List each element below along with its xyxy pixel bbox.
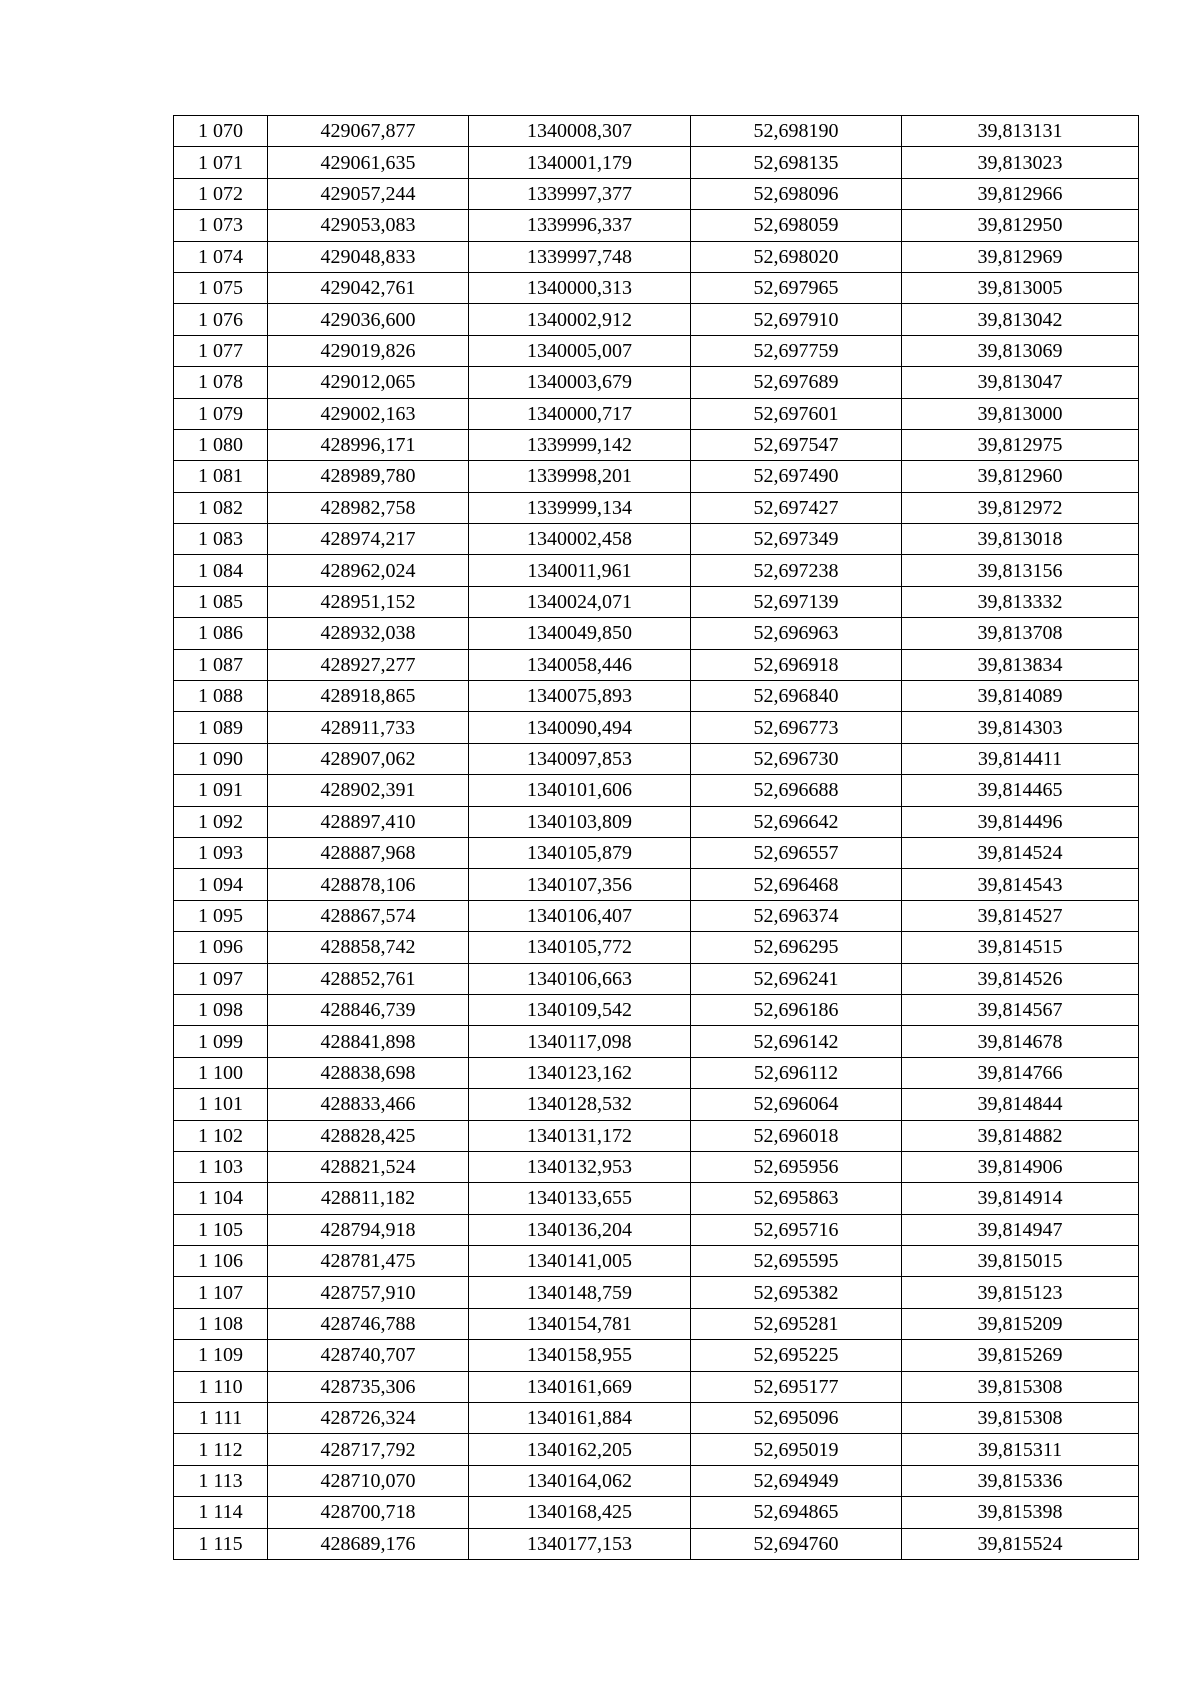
x-coordinate-cell: 429061,635 [268,147,469,178]
x-coordinate-cell: 428841,898 [268,1026,469,1057]
point-number-cell: 1 112 [174,1434,268,1465]
point-number-cell: 1 072 [174,178,268,209]
latitude-cell: 52,694865 [691,1497,902,1528]
latitude-cell: 52,698190 [691,116,902,147]
y-coordinate-cell: 1340117,098 [469,1026,691,1057]
longitude-cell: 39,814303 [902,712,1139,743]
latitude-cell: 52,696018 [691,1120,902,1151]
longitude-cell: 39,815123 [902,1277,1139,1308]
latitude-cell: 52,695281 [691,1308,902,1339]
point-number-cell: 1 088 [174,681,268,712]
longitude-cell: 39,815336 [902,1465,1139,1496]
point-number-cell: 1 085 [174,586,268,617]
table-row [174,304,1139,335]
point-number-cell: 1 086 [174,618,268,649]
table-row [174,367,1139,398]
point-number-cell: 1 097 [174,963,268,994]
x-coordinate-cell: 428932,038 [268,618,469,649]
table-row [174,461,1139,492]
coordinates-table-body [174,116,1139,1560]
point-number-cell: 1 080 [174,429,268,460]
longitude-cell: 39,815209 [902,1308,1139,1339]
longitude-cell: 39,815308 [902,1371,1139,1402]
table-row [174,524,1139,555]
y-coordinate-cell: 1340168,425 [469,1497,691,1528]
x-coordinate-cell: 428907,062 [268,743,469,774]
longitude-cell: 39,812975 [902,429,1139,460]
latitude-cell: 52,696186 [691,994,902,1025]
x-coordinate-cell: 428833,466 [268,1089,469,1120]
latitude-cell: 52,697139 [691,586,902,617]
table-row [174,806,1139,837]
point-number-cell: 1 092 [174,806,268,837]
x-coordinate-cell: 429012,065 [268,367,469,398]
table-row [174,1497,1139,1528]
point-number-cell: 1 093 [174,837,268,868]
latitude-cell: 52,697349 [691,524,902,555]
latitude-cell: 52,696963 [691,618,902,649]
x-coordinate-cell: 428726,324 [268,1403,469,1434]
x-coordinate-cell: 428927,277 [268,649,469,680]
latitude-cell: 52,697689 [691,367,902,398]
table-row [174,1151,1139,1182]
y-coordinate-cell: 1340105,879 [469,837,691,868]
point-number-cell: 1 098 [174,994,268,1025]
y-coordinate-cell: 1340132,953 [469,1151,691,1182]
table-row [174,586,1139,617]
x-coordinate-cell: 428838,698 [268,1057,469,1088]
y-coordinate-cell: 1340002,458 [469,524,691,555]
y-coordinate-cell: 1340136,204 [469,1214,691,1245]
latitude-cell: 52,696468 [691,869,902,900]
y-coordinate-cell: 1340148,759 [469,1277,691,1308]
x-coordinate-cell: 428846,739 [268,994,469,1025]
longitude-cell: 39,814678 [902,1026,1139,1057]
x-coordinate-cell: 428951,152 [268,586,469,617]
latitude-cell: 52,697490 [691,461,902,492]
longitude-cell: 39,813708 [902,618,1139,649]
table-row [174,398,1139,429]
point-number-cell: 1 075 [174,272,268,303]
y-coordinate-cell: 1340058,446 [469,649,691,680]
latitude-cell: 52,695096 [691,1403,902,1434]
y-coordinate-cell: 1340005,007 [469,335,691,366]
latitude-cell: 52,697910 [691,304,902,335]
longitude-cell: 39,812950 [902,210,1139,241]
point-number-cell: 1 111 [174,1403,268,1434]
x-coordinate-cell: 428781,475 [268,1246,469,1277]
latitude-cell: 52,695382 [691,1277,902,1308]
table-row [174,1434,1139,1465]
point-number-cell: 1 096 [174,932,268,963]
longitude-cell: 39,815311 [902,1434,1139,1465]
y-coordinate-cell: 1340107,356 [469,869,691,900]
longitude-cell: 39,815398 [902,1497,1139,1528]
longitude-cell: 39,814465 [902,775,1139,806]
y-coordinate-cell: 1340158,955 [469,1340,691,1371]
y-coordinate-cell: 1340097,853 [469,743,691,774]
x-coordinate-cell: 428852,761 [268,963,469,994]
longitude-cell: 39,815015 [902,1246,1139,1277]
y-coordinate-cell: 1340103,809 [469,806,691,837]
point-number-cell: 1 110 [174,1371,268,1402]
table-row [174,429,1139,460]
point-number-cell: 1 070 [174,116,268,147]
y-coordinate-cell: 1339997,377 [469,178,691,209]
x-coordinate-cell: 428897,410 [268,806,469,837]
latitude-cell: 52,696241 [691,963,902,994]
x-coordinate-cell: 428735,306 [268,1371,469,1402]
point-number-cell: 1 083 [174,524,268,555]
longitude-cell: 39,814882 [902,1120,1139,1151]
table-row [174,1528,1139,1559]
table-row [174,272,1139,303]
x-coordinate-cell: 428918,865 [268,681,469,712]
y-coordinate-cell: 1340109,542 [469,994,691,1025]
point-number-cell: 1 115 [174,1528,268,1559]
y-coordinate-cell: 1340106,663 [469,963,691,994]
y-coordinate-cell: 1340141,005 [469,1246,691,1277]
longitude-cell: 39,813042 [902,304,1139,335]
y-coordinate-cell: 1340164,062 [469,1465,691,1496]
table-row [174,1246,1139,1277]
longitude-cell: 39,813332 [902,586,1139,617]
y-coordinate-cell: 1340162,205 [469,1434,691,1465]
y-coordinate-cell: 1340128,532 [469,1089,691,1120]
point-number-cell: 1 077 [174,335,268,366]
x-coordinate-cell: 429019,826 [268,335,469,366]
latitude-cell: 52,696142 [691,1026,902,1057]
latitude-cell: 52,694949 [691,1465,902,1496]
latitude-cell: 52,697238 [691,555,902,586]
x-coordinate-cell: 428811,182 [268,1183,469,1214]
longitude-cell: 39,814527 [902,900,1139,931]
y-coordinate-cell: 1340154,781 [469,1308,691,1339]
latitude-cell: 52,696374 [691,900,902,931]
longitude-cell: 39,814914 [902,1183,1139,1214]
table-row [174,116,1139,147]
point-number-cell: 1 076 [174,304,268,335]
x-coordinate-cell: 428710,070 [268,1465,469,1496]
x-coordinate-cell: 429067,877 [268,116,469,147]
longitude-cell: 39,813047 [902,367,1139,398]
point-number-cell: 1 091 [174,775,268,806]
y-coordinate-cell: 1340000,313 [469,272,691,303]
y-coordinate-cell: 1339999,142 [469,429,691,460]
table-row [174,555,1139,586]
point-number-cell: 1 095 [174,900,268,931]
point-number-cell: 1 099 [174,1026,268,1057]
longitude-cell: 39,814089 [902,681,1139,712]
x-coordinate-cell: 428740,707 [268,1340,469,1371]
longitude-cell: 39,814567 [902,994,1139,1025]
y-coordinate-cell: 1340002,912 [469,304,691,335]
x-coordinate-cell: 428887,968 [268,837,469,868]
longitude-cell: 39,815524 [902,1528,1139,1559]
table-row [174,1308,1139,1339]
table-row [174,900,1139,931]
table-row [174,994,1139,1025]
x-coordinate-cell: 428746,788 [268,1308,469,1339]
x-coordinate-cell: 428974,217 [268,524,469,555]
y-coordinate-cell: 1339999,134 [469,492,691,523]
table-row [174,743,1139,774]
point-number-cell: 1 101 [174,1089,268,1120]
point-number-cell: 1 081 [174,461,268,492]
x-coordinate-cell: 429036,600 [268,304,469,335]
point-number-cell: 1 094 [174,869,268,900]
x-coordinate-cell: 429042,761 [268,272,469,303]
x-coordinate-cell: 428821,524 [268,1151,469,1182]
y-coordinate-cell: 1340106,407 [469,900,691,931]
y-coordinate-cell: 1340161,669 [469,1371,691,1402]
point-number-cell: 1 109 [174,1340,268,1371]
table-row [174,869,1139,900]
point-number-cell: 1 100 [174,1057,268,1088]
point-number-cell: 1 074 [174,241,268,272]
table-row [174,178,1139,209]
y-coordinate-cell: 1340133,655 [469,1183,691,1214]
table-row [174,1120,1139,1151]
latitude-cell: 52,697759 [691,335,902,366]
longitude-cell: 39,813834 [902,649,1139,680]
table-row [174,241,1139,272]
x-coordinate-cell: 428828,425 [268,1120,469,1151]
table-row [174,1089,1139,1120]
latitude-cell: 52,696064 [691,1089,902,1120]
x-coordinate-cell: 428878,106 [268,869,469,900]
table-row [174,1371,1139,1402]
point-number-cell: 1 078 [174,367,268,398]
point-number-cell: 1 104 [174,1183,268,1214]
y-coordinate-cell: 1340024,071 [469,586,691,617]
table-row [174,210,1139,241]
latitude-cell: 52,696730 [691,743,902,774]
latitude-cell: 52,695956 [691,1151,902,1182]
table-row [174,1026,1139,1057]
latitude-cell: 52,696918 [691,649,902,680]
longitude-cell: 39,814515 [902,932,1139,963]
table-row [174,681,1139,712]
latitude-cell: 52,698135 [691,147,902,178]
x-coordinate-cell: 428989,780 [268,461,469,492]
table-row [174,649,1139,680]
point-number-cell: 1 108 [174,1308,268,1339]
x-coordinate-cell: 428962,024 [268,555,469,586]
longitude-cell: 39,814543 [902,869,1139,900]
latitude-cell: 52,698020 [691,241,902,272]
latitude-cell: 52,696688 [691,775,902,806]
latitude-cell: 52,697547 [691,429,902,460]
table-row [174,837,1139,868]
x-coordinate-cell: 428794,918 [268,1214,469,1245]
longitude-cell: 39,813018 [902,524,1139,555]
longitude-cell: 39,813023 [902,147,1139,178]
latitude-cell: 52,696295 [691,932,902,963]
y-coordinate-cell: 1340001,179 [469,147,691,178]
x-coordinate-cell: 428867,574 [268,900,469,931]
longitude-cell: 39,812969 [902,241,1139,272]
latitude-cell: 52,697601 [691,398,902,429]
point-number-cell: 1 107 [174,1277,268,1308]
y-coordinate-cell: 1340105,772 [469,932,691,963]
latitude-cell: 52,696112 [691,1057,902,1088]
y-coordinate-cell: 1339997,748 [469,241,691,272]
longitude-cell: 39,813131 [902,116,1139,147]
y-coordinate-cell: 1340008,307 [469,116,691,147]
longitude-cell: 39,813000 [902,398,1139,429]
x-coordinate-cell: 429057,244 [268,178,469,209]
y-coordinate-cell: 1339998,201 [469,461,691,492]
longitude-cell: 39,814524 [902,837,1139,868]
y-coordinate-cell: 1340049,850 [469,618,691,649]
table-row [174,1340,1139,1371]
y-coordinate-cell: 1340131,172 [469,1120,691,1151]
longitude-cell: 39,813156 [902,555,1139,586]
x-coordinate-cell: 428757,910 [268,1277,469,1308]
point-number-cell: 1 102 [174,1120,268,1151]
x-coordinate-cell: 428858,742 [268,932,469,963]
x-coordinate-cell: 428689,176 [268,1528,469,1559]
table-row [174,335,1139,366]
latitude-cell: 52,696773 [691,712,902,743]
x-coordinate-cell: 428982,758 [268,492,469,523]
longitude-cell: 39,812966 [902,178,1139,209]
longitude-cell: 39,814411 [902,743,1139,774]
table-row [174,775,1139,806]
table-row [174,963,1139,994]
y-coordinate-cell: 1339996,337 [469,210,691,241]
y-coordinate-cell: 1340090,494 [469,712,691,743]
x-coordinate-cell: 429048,833 [268,241,469,272]
latitude-cell: 52,694760 [691,1528,902,1559]
latitude-cell: 52,696642 [691,806,902,837]
y-coordinate-cell: 1340161,884 [469,1403,691,1434]
latitude-cell: 52,696557 [691,837,902,868]
latitude-cell: 52,697427 [691,492,902,523]
longitude-cell: 39,812972 [902,492,1139,523]
point-number-cell: 1 105 [174,1214,268,1245]
table-row [174,147,1139,178]
point-number-cell: 1 103 [174,1151,268,1182]
point-number-cell: 1 106 [174,1246,268,1277]
longitude-cell: 39,814947 [902,1214,1139,1245]
latitude-cell: 52,696840 [691,681,902,712]
y-coordinate-cell: 1340101,606 [469,775,691,806]
latitude-cell: 52,697965 [691,272,902,303]
point-number-cell: 1 084 [174,555,268,586]
point-number-cell: 1 113 [174,1465,268,1496]
longitude-cell: 39,815269 [902,1340,1139,1371]
latitude-cell: 52,695177 [691,1371,902,1402]
point-number-cell: 1 082 [174,492,268,523]
table-row [174,1403,1139,1434]
x-coordinate-cell: 429053,083 [268,210,469,241]
x-coordinate-cell: 429002,163 [268,398,469,429]
point-number-cell: 1 089 [174,712,268,743]
table-row [174,1183,1139,1214]
point-number-cell: 1 114 [174,1497,268,1528]
latitude-cell: 52,698059 [691,210,902,241]
point-number-cell: 1 087 [174,649,268,680]
longitude-cell: 39,814766 [902,1057,1139,1088]
latitude-cell: 52,695863 [691,1183,902,1214]
latitude-cell: 52,695595 [691,1246,902,1277]
y-coordinate-cell: 1340177,153 [469,1528,691,1559]
point-number-cell: 1 073 [174,210,268,241]
longitude-cell: 39,813005 [902,272,1139,303]
table-row [174,492,1139,523]
latitude-cell: 52,695716 [691,1214,902,1245]
longitude-cell: 39,813069 [902,335,1139,366]
x-coordinate-cell: 428700,718 [268,1497,469,1528]
x-coordinate-cell: 428902,391 [268,775,469,806]
y-coordinate-cell: 1340000,717 [469,398,691,429]
latitude-cell: 52,695225 [691,1340,902,1371]
y-coordinate-cell: 1340011,961 [469,555,691,586]
point-number-cell: 1 079 [174,398,268,429]
table-row [174,618,1139,649]
table-row [174,712,1139,743]
latitude-cell: 52,698096 [691,178,902,209]
point-number-cell: 1 071 [174,147,268,178]
point-number-cell: 1 090 [174,743,268,774]
x-coordinate-cell: 428996,171 [268,429,469,460]
y-coordinate-cell: 1340075,893 [469,681,691,712]
latitude-cell: 52,695019 [691,1434,902,1465]
y-coordinate-cell: 1340123,162 [469,1057,691,1088]
longitude-cell: 39,815308 [902,1403,1139,1434]
table-row [174,1277,1139,1308]
coordinates-table [173,115,1139,1560]
longitude-cell: 39,814496 [902,806,1139,837]
table-row [174,1465,1139,1496]
x-coordinate-cell: 428717,792 [268,1434,469,1465]
x-coordinate-cell: 428911,733 [268,712,469,743]
table-row [174,1057,1139,1088]
y-coordinate-cell: 1340003,679 [469,367,691,398]
table-row [174,1214,1139,1245]
longitude-cell: 39,814906 [902,1151,1139,1182]
longitude-cell: 39,814844 [902,1089,1139,1120]
table-row [174,932,1139,963]
longitude-cell: 39,814526 [902,963,1139,994]
longitude-cell: 39,812960 [902,461,1139,492]
